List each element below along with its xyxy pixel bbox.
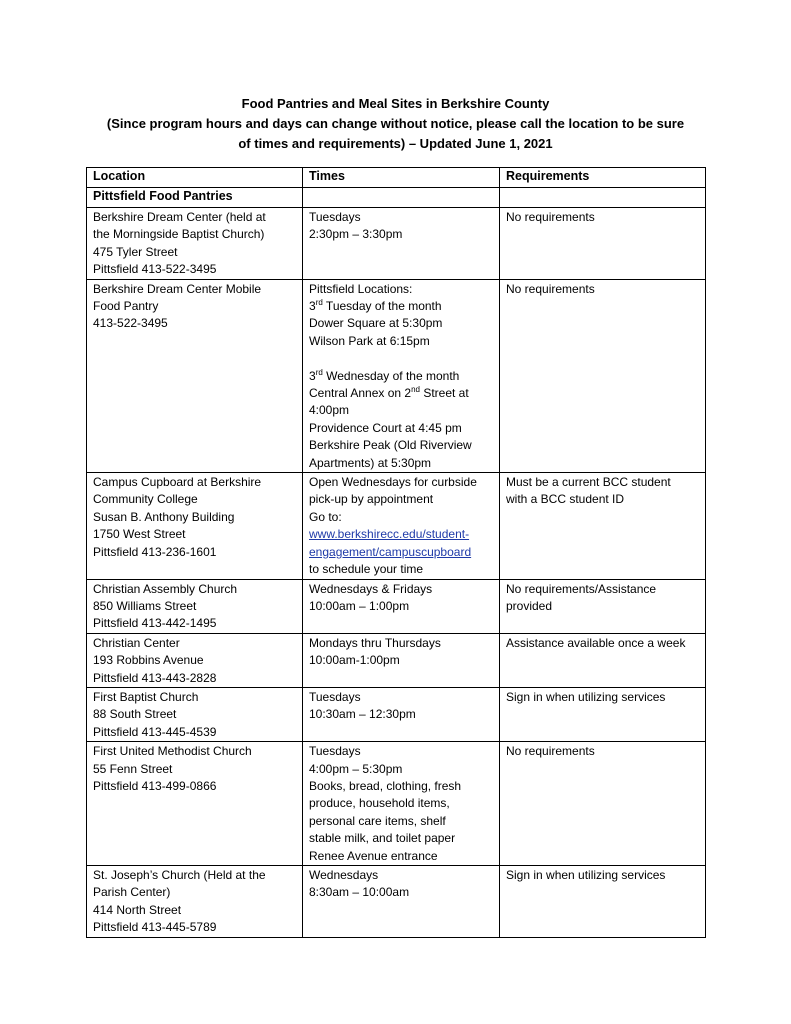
section-heading: Pittsfield Food Pantries: [87, 188, 303, 208]
requirements-line: No requirements/Assistance: [506, 581, 657, 596]
times-line: produce, household items,: [309, 796, 450, 811]
table-row: [87, 687, 706, 741]
location-cell: [87, 208, 303, 280]
times-line: [309, 368, 495, 385]
document-header: [60, 94, 731, 154]
food-pantry-table: [86, 167, 706, 938]
requirements-cell: [500, 473, 706, 579]
times-line: Tuesdays: [309, 689, 361, 704]
times-line: [309, 526, 495, 543]
times-line: to schedule your time: [309, 562, 424, 577]
location-cell: [87, 473, 303, 579]
location-line: Pittsfield 413-522-3495: [93, 262, 217, 277]
location-cell: [87, 742, 303, 866]
requirements-line: provided: [506, 598, 553, 613]
times-line: personal care items, shelf: [309, 813, 446, 828]
requirements-cell: [500, 579, 706, 633]
times-line: 10:30am – 12:30pm: [309, 707, 416, 722]
times-line: Apartments) at 5:30pm: [309, 455, 432, 470]
location-line: Berkshire Dream Center (held at: [93, 210, 266, 224]
location-line: Berkshire Dream Center Mobile: [93, 281, 262, 296]
requirements-line: Sign in when utilizing services: [506, 868, 666, 883]
times-line: pick-up by appointment: [309, 492, 434, 507]
location-cell: [87, 633, 303, 687]
times-text: Central Annex on 2: [309, 386, 412, 401]
column-header-requirements: Requirements: [500, 168, 706, 188]
times-line: Renee Avenue entrance: [309, 848, 438, 863]
requirements-line: Assistance available once a week: [506, 635, 686, 650]
location-line: Campus Cupboard at Berkshire: [93, 475, 262, 490]
location-line: Parish Center): [93, 885, 171, 900]
document-subtitle-line-2: of times and requirements) – Updated June 1, 2021: [238, 136, 553, 151]
location-line: Food Pantry: [93, 299, 159, 314]
requirements-line: Must be a current BCC student: [506, 475, 671, 490]
ordinal-number: 3: [309, 299, 316, 314]
requirements-line: No requirements: [506, 744, 595, 759]
ordinal-suffix: nd: [411, 385, 420, 395]
times-line: Tuesdays: [309, 744, 361, 759]
times-line: Berkshire Peak (Old Riverview: [309, 438, 472, 453]
requirements-cell: [500, 208, 706, 280]
table-row: [87, 208, 706, 280]
times-line: [309, 544, 495, 561]
requirements-cell: [500, 279, 706, 472]
location-line: 88 South Street: [93, 707, 177, 722]
times-text: Tuesday of the month: [322, 299, 442, 314]
section-empty-cell: [303, 188, 500, 208]
times-cell: [303, 279, 500, 472]
location-cell: [87, 687, 303, 741]
table-row: [87, 279, 706, 472]
location-line: the Morningside Baptist Church): [93, 227, 265, 242]
requirements-line: Sign in when utilizing services: [506, 689, 666, 704]
times-cell: [303, 866, 500, 938]
column-header-location: Location: [87, 168, 303, 188]
document-title: Food Pantries and Meal Sites in Berkshire County: [241, 96, 550, 111]
table-row: [87, 579, 706, 633]
times-line: Wednesdays: [309, 868, 379, 883]
requirements-line: No requirements: [506, 281, 595, 296]
location-cell: [87, 866, 303, 938]
times-cell: [303, 579, 500, 633]
section-empty-cell: [500, 188, 706, 208]
times-line: Tuesdays: [309, 210, 361, 224]
ordinal-number: 3: [309, 368, 316, 383]
times-line: stable milk, and toilet paper: [309, 831, 456, 846]
location-line: Pittsfield 413-443-2828: [93, 670, 217, 685]
location-line: 413-522-3495: [93, 316, 168, 331]
location-line: St. Joseph’s Church (Held at the: [93, 868, 266, 883]
times-cell: [303, 633, 500, 687]
location-line: First United Methodist Church: [93, 744, 252, 759]
times-line: Go to:: [309, 509, 342, 524]
table-row: [87, 742, 706, 866]
requirements-cell: [500, 633, 706, 687]
times-text: Wednesday of the month: [322, 368, 460, 383]
requirements-cell: [500, 866, 706, 938]
times-cell: [303, 208, 500, 280]
location-line: 1750 West Street: [93, 527, 186, 542]
location-cell: [87, 279, 303, 472]
times-line: Open Wednesdays for curbside: [309, 475, 477, 490]
times-text: Street at: [419, 386, 469, 401]
times-line: 4:00pm – 5:30pm: [309, 761, 403, 776]
table-row: [87, 473, 706, 579]
location-line: 193 Robbins Avenue: [93, 653, 204, 668]
location-line: 475 Tyler Street: [93, 244, 178, 259]
ordinal-suffix: rd: [315, 367, 323, 377]
times-line: Mondays thru Thursdays: [309, 635, 441, 650]
times-line: 4:00pm: [309, 403, 350, 418]
times-line: 10:00am – 1:00pm: [309, 598, 410, 613]
campus-cupboard-link[interactable]: engagement/campuscupboard: [309, 544, 472, 559]
times-line: Dower Square at 5:30pm: [309, 316, 443, 331]
table-row: [87, 633, 706, 687]
times-line: [309, 385, 495, 402]
requirements-line: with a BCC student ID: [506, 492, 625, 507]
requirements-cell: [500, 742, 706, 866]
times-line: Wednesdays & Fridays: [309, 581, 433, 596]
requirements-line: No requirements: [506, 210, 595, 224]
location-line: 850 Williams Street: [93, 598, 197, 613]
location-line: Susan B. Anthony Building: [93, 509, 235, 524]
location-line: Pittsfield 413-499-0866: [93, 778, 217, 793]
location-line: First Baptist Church: [93, 689, 199, 704]
times-line: Providence Court at 4:45 pm: [309, 420, 462, 435]
times-line: Wilson Park at 6:15pm: [309, 333, 430, 348]
location-line: Christian Assembly Church: [93, 581, 238, 596]
times-cell: [303, 742, 500, 866]
location-line: Pittsfield 413-442-1495: [93, 616, 217, 631]
location-line: 414 North Street: [93, 902, 182, 917]
times-line: [309, 298, 495, 315]
blank-line: [309, 350, 495, 367]
location-cell: [87, 579, 303, 633]
times-line: 2:30pm – 3:30pm: [309, 227, 403, 242]
ordinal-suffix: rd: [315, 298, 323, 308]
location-line: Pittsfield 413-445-5789: [93, 920, 217, 935]
section-row: [87, 188, 706, 208]
times-cell: [303, 687, 500, 741]
column-header-times: Times: [303, 168, 500, 188]
document-subtitle-line-1: (Since program hours and days can change without notice, please call the location to be sure: [106, 116, 685, 131]
location-line: Pittsfield 413-445-4539: [93, 724, 217, 739]
campus-cupboard-link[interactable]: www.berkshirecc.edu/student-: [309, 527, 470, 542]
times-line: 8:30am – 10:00am: [309, 885, 410, 900]
requirements-cell: [500, 687, 706, 741]
times-line: Books, bread, clothing, fresh: [309, 778, 462, 793]
times-line: Pittsfield Locations:: [309, 281, 413, 296]
location-line: Christian Center: [93, 635, 180, 650]
table-header-row: [87, 168, 706, 188]
times-cell: [303, 473, 500, 579]
table-row: [87, 866, 706, 938]
location-line: Pittsfield 413-236-1601: [93, 544, 217, 559]
times-line: 10:00am-1:00pm: [309, 653, 400, 668]
location-line: 55 Fenn Street: [93, 761, 173, 776]
location-line: Community College: [93, 492, 198, 507]
